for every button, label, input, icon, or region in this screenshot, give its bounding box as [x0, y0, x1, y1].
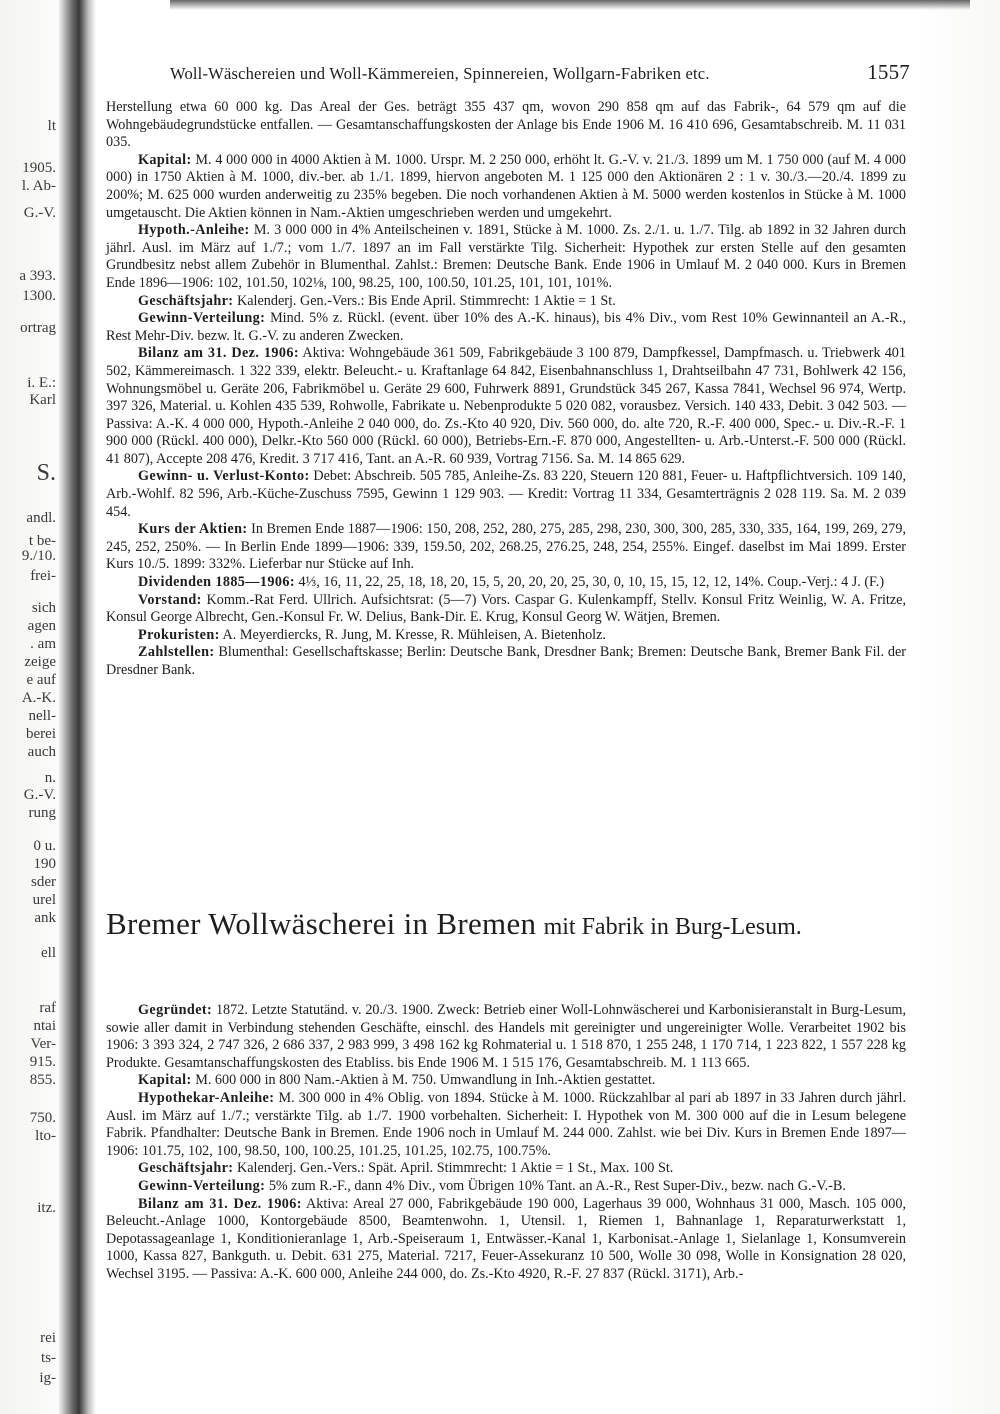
- previous-page-fragment: itz.: [37, 1200, 56, 1216]
- previous-page-fragment: A.-K.: [21, 690, 56, 706]
- entry-label: Prokuristen:: [138, 626, 220, 643]
- entry-paragraph: [106, 1072, 906, 1090]
- company-subtitle: mit Fabrik in Burg-Lesum.: [543, 914, 802, 940]
- entry-paragraph: [106, 1160, 906, 1178]
- entry-text: Debet: Abschreib. 505 785, Anleihe-Zs. 83 220, Steuern 120 881, Feuer- u. Haftpflichtversich. 109 140, Arb.-Wohlf. 82 596, Arb.-Küche-Zuschuss 7595, Gewinn 1 129 903. — Kredit: Vortrag 11 334, Gesamterträgnis 2 028 119. Sa. M. 2 039 454.: [106, 468, 907, 520]
- entry-text: M. 4 000 000 in 4000 Aktien à M. 1000. Urspr. M. 2 250 000, erhöht lt. G.-V. v. 21./3. 1899 um M. 1 750 000 (auf M. 4 000 000) in 1750 Aktien à M. 1000, div.-ber. ab 1./1. 1899, hiervon angeboten M. 1 125 000 den Aktionären 2 : 1 v. 30./3.—20./4. 1899 zu 200%; M. 625 000 wurden anderweitig zu 235% begeben. Die noch vorhandenen Aktien à M. 5000 werden kostenlos in Stücke à M. 1000 umgetauscht. Die Aktien können in Nam.-Aktien umgeschrieben werden und umgekehrt.: [106, 151, 906, 221]
- company-entry-blumenthal-continued: [106, 99, 906, 680]
- entry-label: Bilanz am 31. Dez. 1906:: [138, 1195, 302, 1212]
- entry-label: Zahlstellen:: [138, 644, 215, 661]
- previous-page-fragment: 0 u.: [33, 838, 56, 854]
- previous-page-fragment: andl.: [26, 510, 56, 526]
- entry-text: 1872. Letzte Statutänd. v. 20./3. 1900. Zweck: Betrieb einer Woll-Lohnwäscherei und Karbonisieranstalt in Burg-Lesum, sowie aller damit in Verbindung stehenden Geschäfte, einschl. des Handels mit gereinigter und ungereinigter Wolle. Verarbeitet 1902 bis 1906: 3 393 324, 2 747 326, 2 686 337, 2 983 999, 3 498 162 kg Rohmaterial u. 1 518 870, 1 255 248, 1 170 714, 1 223 822, 1 557 228 kg Produkte. Gesamtanschaffungskosten des Etabliss. bis Ende 1906 M. 1 515 176, Gesamtabschreib. M. 1 113 665.: [106, 1002, 907, 1071]
- previous-page-fragment: ortrag: [20, 320, 56, 336]
- previous-page-fragment: 9./10.: [21, 548, 56, 564]
- previous-page-margin: [0, 0, 62, 1414]
- entry-label: Geschäftsjahr:: [138, 292, 234, 309]
- previous-page-fragment: 750.: [29, 1110, 56, 1126]
- entry-text: A. Meyerdiercks, R. Jung, M. Kresse, R. Mühleisen, A. Bietenholz.: [222, 626, 606, 643]
- entry-paragraph: [106, 1178, 906, 1196]
- previous-page-fragment: frei-: [30, 568, 56, 584]
- previous-page-fragment: ig-: [39, 1370, 56, 1386]
- entry-text: Blumenthal: Gesellschaftskasse; Berlin: Deutsche Bank, Dresdner Bank; Bremen: Deutsche Bank, Bremer Bank Fil. der Dresdner Bank.: [106, 644, 906, 678]
- previous-page-fragment: Karl: [29, 392, 56, 408]
- previous-page-fragment: sich: [31, 600, 56, 616]
- previous-page-fragment: Ver-: [30, 1036, 56, 1052]
- entry-paragraph: [106, 574, 906, 592]
- entry-label: Kapital:: [138, 151, 192, 168]
- book-spine-shadow: [58, 0, 96, 1414]
- entry-paragraph: [106, 468, 906, 521]
- entry-paragraph: [106, 521, 906, 574]
- entry-text: M. 3 000 000 in 4% Anteilscheinen v. 1891, Stücke à M. 1000. Zs. 2./1. u. 1./7. Tilg. ab 1892 in 32 Jahren durch jährl. Ausl. im März auf 1./7.; vom 1./7. 1897 an im Fall verstärkte Tilg. Sicherheit: Hypothek zur ersten Stelle auf den gesamten Grundbesitz nebst allem Zubehör in Blumenthal. Zahlst.: Bremen: Deutsche Bank. Ende 1906 in Umlauf M. 2 040 000. Kurs in Bremen Ende 1896—1906: 102, 101.50, 102⅛, 100, 98.25, 100, 100.50, 101.25, 101, 101, 101%.: [106, 222, 906, 291]
- previous-page-fragment: G.-V.: [23, 205, 56, 221]
- entry-text: Komm.-Rat Ferd. Ullrich. Aufsichtsrat: (5—7) Vors. Caspar G. Kulenkampff, Stellv. Konsul Fritz Weinlig, W. A. Fritze, Konsul George Albrecht, Gen.-Konsul Fr. W. Delius, Bank-Dir. E. Krug, Konsul Georg W. Wätjen, Bremen.: [106, 591, 907, 626]
- entry-text: 4⅓, 16, 11, 22, 25, 18, 18, 20, 15, 5, 20, 20, 20, 25, 30, 0, 10, 15, 15, 12, 12, 14%. Coup.-Verj.: 4 J. (F.): [298, 574, 885, 591]
- entry-paragraph: [106, 222, 906, 292]
- entry-label: Geschäftsjahr:: [138, 1160, 234, 1177]
- previous-page-fragment: rung: [28, 805, 56, 821]
- entry-text: In Bremen Ende 1887—1906: 150, 208, 252, 280, 275, 285, 298, 230, 300, 300, 285, 330, 335, 164, 199, 269, 279, 245, 252, 250%. — In Berlin Ende 1899—1906: 339, 159.50, 202, 268.25, 276.25, 248, 254, 255%. Eingef. daselbst im Mai 1899. Erster Kurs 10./5. 1899: 332%. Lieferbar nur Stücke auf Inh.: [106, 521, 907, 573]
- entry-paragraph: [106, 345, 906, 468]
- page-number: 1557: [867, 60, 910, 84]
- previous-page-fragment: G.-V.: [23, 787, 56, 803]
- entry-paragraph: [106, 627, 906, 645]
- previous-page-fragment: 190: [33, 856, 56, 872]
- company-entry-bremer-wollwaescherei: [106, 1002, 906, 1284]
- previous-page-fragment: auch: [27, 744, 56, 760]
- scan-top-edge: [170, 0, 970, 10]
- entry-text: Herstellung etwa 60 000 kg. Das Areal der Ges. beträgt 355 437 qm, wovon 290 858 qm auf das Fabrik-, 64 579 qm auf die Wohngebäudegrundstücke entfallen. — Gesamtanschaffungskosten der Anlage bis Ende 1906 M. 16 410 696, Gesamtabschreib. M. 11 031 035.: [106, 99, 906, 151]
- previous-page-fragment: 1300.: [22, 288, 56, 304]
- previous-page-fragment: a 393.: [19, 268, 56, 284]
- entry-label: Gewinn-Verteilung:: [138, 310, 266, 327]
- running-head: [170, 60, 910, 86]
- previous-page-fragment: l. Ab-: [21, 178, 56, 194]
- previous-page-fragment: 915.: [29, 1054, 56, 1070]
- entry-label: Hypoth.-Anleihe:: [138, 222, 250, 239]
- entry-label: Bilanz am 31. Dez. 1906:: [138, 345, 299, 362]
- previous-page-fragment: raf: [39, 1000, 56, 1016]
- entry-paragraph: [106, 644, 906, 679]
- previous-page-fragment: t be-: [28, 533, 56, 549]
- entry-text: Mind. 5% z. Rückl. (event. über 10% des A.-K. hinaus), bis 4% Div., vom Rest 10% Gewinnanteil an A.-R., Rest Mehr-Div. bezw. lt. G.-V. zu anderen Zwecken.: [106, 310, 906, 344]
- previous-page-fragment: sder: [31, 874, 56, 890]
- entry-label: Vorstand:: [138, 591, 202, 608]
- previous-page-fragment: ntai: [33, 1018, 56, 1034]
- previous-page-fragment: 1905.: [22, 160, 56, 176]
- previous-page-fragment: ell: [41, 945, 56, 961]
- entry-paragraph: [106, 310, 906, 345]
- company-heading: [106, 906, 906, 945]
- previous-page-fragment: lt: [47, 118, 56, 134]
- previous-page-fragment: n.: [44, 770, 56, 786]
- previous-page-fragment: urel: [32, 892, 56, 908]
- entry-paragraph: [106, 99, 906, 152]
- entry-text: M. 600 000 in 800 Nam.-Aktien à M. 750. Umwandlung in Inh.-Aktien gestattet.: [195, 1072, 656, 1089]
- entry-paragraph: [106, 1196, 906, 1284]
- entry-paragraph: [106, 1090, 906, 1160]
- previous-page-fragment: S.: [36, 460, 56, 486]
- previous-page-fragment: lto-: [35, 1128, 56, 1144]
- entry-text: 5% zum R.-F., dann 4% Div., vom Übrigen 10% Tant. an A.-R., Rest Super-Div., bezw. nach G.-V.-B.: [268, 1177, 846, 1194]
- entry-text: Aktiva: Wohngebäude 361 509, Fabrikgebäude 3 100 879, Dampfkessel, Dampfmasch. u. Triebwerk 401 502, Kämmereimasch. 1 322 339, elektr. Beleucht.- u. Kraftanlage 64 842, Eisenbahnanschluss 1, Drahtseilbahn 47 731, Bohlwerk 42 156, Wohnungsmöbel u. Geräte 206, Fabrikmöbel u. Geräte 29 600, Fuhrwerk 8891, Grundstück 345 267, Kassa 7841, Wechsel 96 974, Wertp. 397 326, Material. u. Kohlen 435 539, Rohwolle, Fabrikate u. Nebenprodukte 5 020 082, vorausbez. Versich. 140 433, Debit. 3 042 503. — Passiva: A.-K. 4 000 000, Hypoth.-Anleihe 2 040 000, do. Zs.-Kto 40 920, Div. 560 000, do. alte 720, R.-F. 400 000, Spec.- u. Div.-R.-F. 1 900 000 (Rückl. 400 000), Delkr.-Kto 560 000 (Rückl. 60 000), Betriebs-Ern.-F. 870 000, Angestellten- u. Arb.-Unterst.-F. 500 000 (Rückl. 41 807), Accepte 208 476, Kredit. 3 717 416, Tant. an A.-R. 60 939, Vortrag 7156. Sa. M. 14 865 629.: [106, 345, 906, 467]
- previous-page-fragment: rei: [40, 1330, 56, 1346]
- entry-text: Aktiva: Areal 27 000, Fabrikgebäude 190 000, Lagerhaus 39 000, Wohnhaus 31 000, Masch. 105 000, Beleucht.-Anlage 1000, Kontorgebäude 8500, Beamtenwohn. 1, Utensil. 1, Riemen 1, Bahnanlage 1, Reparaturwerkstatt 1, Depotassageanlage 1, Konditionieranlage 1, Arb.-Speiseraum 1, Entwässer.-Kanal 1, Karbonisat.-Anlage 1, Sielanlage 1, Konsumverein 1000, Kassa 827, Bankguth. u. Debit. 631 275, Material. 7217, Feuer-Assekuranz 10 500, Wolle 30 098, Wolle in Konsignation 28 020, Wechsel 3195. — Passiva: A.-K. 600 000, Anleihe 244 000, do. Zs.-Kto 4920, R.-F. 27 837 (Rückl. 3171), Arb.-: [106, 1195, 906, 1282]
- entry-text: M. 300 000 in 4% Oblig. von 1894. Stücke à M. 1000. Rückzahlbar al pari ab 1897 in 33 Jahren durch jährl. Ausl. im März auf 1./7.; verstärkte Tilg. ab 1./7. 1900 vorbehalten. Sicherheit: I. Hypothek von M. 300 000 auf die in Lesum belegene Fabrik. Pfandhalter: Deutsche Bank in Bremen. Ende 1906 noch in Umlauf M. 244 000. Zahlst. wie bei Div. Kurs in Bremen Ende 1897—1906: 101.75, 102, 100, 98.50, 100, 100.25, 101.25, 101.25, 102.75, 100.75%.: [106, 1089, 906, 1159]
- entry-text: Kalenderj. Gen.-Vers.: Spät. April. Stimmrecht: 1 Aktie = 1 St., Max. 100 St.: [236, 1160, 674, 1177]
- entry-label: Gewinn-Verteilung:: [138, 1177, 266, 1194]
- entry-label: Kapital:: [138, 1072, 192, 1089]
- entry-label: Kurs der Aktien:: [138, 521, 248, 538]
- entry-paragraph: [106, 1002, 906, 1072]
- previous-page-fragment: zeige: [24, 654, 56, 670]
- entry-text: Kalenderj. Gen.-Vers.: Bis Ende April. Stimmrecht: 1 Aktie = 1 St.: [236, 292, 616, 309]
- previous-page-fragment: 855.: [29, 1072, 56, 1088]
- entry-paragraph: [106, 152, 906, 222]
- entry-label: Dividenden 1885—1906:: [138, 574, 295, 591]
- previous-page-fragment: berei: [26, 726, 56, 742]
- previous-page-fragment: nell-: [28, 708, 56, 724]
- previous-page-fragment: . am: [30, 636, 56, 652]
- entry-label: Hypothekar-Anleihe:: [138, 1089, 275, 1106]
- entry-label: Gewinn- u. Verlust-Konto:: [138, 468, 310, 485]
- entry-label: Gegründet:: [138, 1002, 213, 1018]
- previous-page-fragment: e auf: [26, 672, 56, 688]
- previous-page-fragment: ts-: [41, 1350, 56, 1366]
- previous-page-fragment: ank: [34, 910, 56, 926]
- entry-paragraph: [106, 592, 906, 627]
- running-head-title: Woll-Wäschereien und Woll-Kämmereien, Spinnereien, Wollgarn-Fabriken etc.: [170, 64, 710, 83]
- previous-page-fragment: i. E.:: [27, 375, 56, 391]
- company-name: Bremer Wollwäscherei in Bremen: [106, 906, 537, 941]
- entry-paragraph: [106, 293, 906, 311]
- previous-page-fragment: agen: [27, 618, 56, 634]
